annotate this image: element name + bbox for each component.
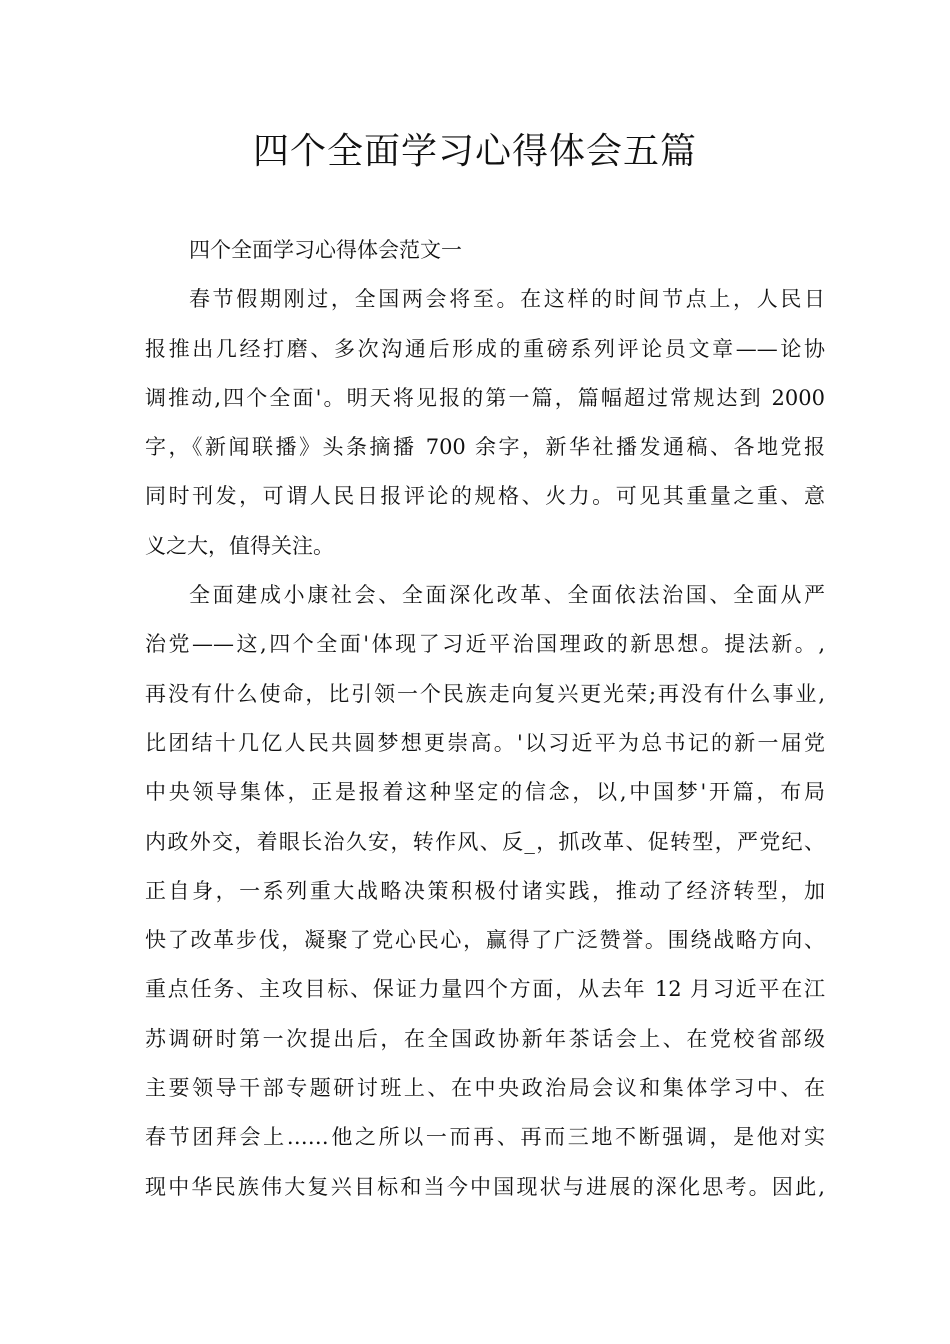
paragraph-2-line-9: 重点任务、主攻目标、保证力量四个方面，从去年 12 月习近平在江 [145,977,825,1002]
paragraph-2-line-6: 内政外交，着眼长治久安，转作风、反_，抓改革、促转型，严党纪、 [145,829,825,854]
paragraph-2-line-2: 治党——这,四个全面'体现了习近平治国理政的新思想。提法新。, [145,632,825,657]
document-title: 四个全面学习心得体会五篇 [252,131,697,172]
paragraph-2-line-12: 春节团拜会上……他之所以一而再、再而三地不断强调，是他对实 [145,1125,825,1150]
paragraph-1-line-5: 同时刊发，可谓人民日报评论的规格、火力。可见其重量之重、意 [145,484,825,509]
paragraph-1-line-1: 春节假期刚过，全国两会将至。在这样的时间节点上，人民日 [189,287,825,312]
paragraph-2-line-8: 快了改革步伐，凝聚了党心民心，赢得了广泛赞誉。围绕战略方向、 [145,928,825,953]
paragraph-2-line-11: 主要领导干部专题研讨班上、在中央政治局会议和集体学习中、在 [145,1076,825,1101]
paragraph-2-line-4: 比团结十几亿人民共圆梦想更崇高。'以习近平为总书记的新一届党 [145,730,825,755]
paragraph-2-line-3: 再没有什么使命，比引领一个民族走向复兴更光荣;再没有什么事业, [145,681,825,706]
section-heading: 四个全面学习心得体会范文一 [189,238,462,262]
paragraph-2-line-10: 苏调研时第一次提出后，在全国政协新年茶话会上、在党校省部级 [145,1026,825,1051]
paragraph-2-line-5: 中央领导集体，正是报着这种坚定的信念，以,中国梦'开篇，布局 [145,780,825,805]
paragraph-1-line-4: 字，《新闻联播》头条摘播 700 余字，新华社播发通稿、各地党报 [145,435,825,460]
paragraph-1-line-3: 调推动,四个全面'。明天将见报的第一篇，篇幅超过常规达到 2000 [145,385,825,410]
paragraph-2-line-7: 正自身，一系列重大战略决策积极付诸实践，推动了经济转型，加 [145,878,825,903]
paragraph-1-line-2: 报推出几经打磨、多次沟通后形成的重磅系列评论员文章——论协 [145,336,825,361]
paragraph-2-line-1: 全面建成小康社会、全面深化改革、全面依法治国、全面从严 [189,583,825,608]
paragraph-1-line-6: 义之大，值得关注。 [145,533,334,558]
document-body [145,226,825,1212]
paragraph-2-line-13: 现中华民族伟大复兴目标和当今中国现状与进展的深化思考。因此, [145,1174,825,1199]
